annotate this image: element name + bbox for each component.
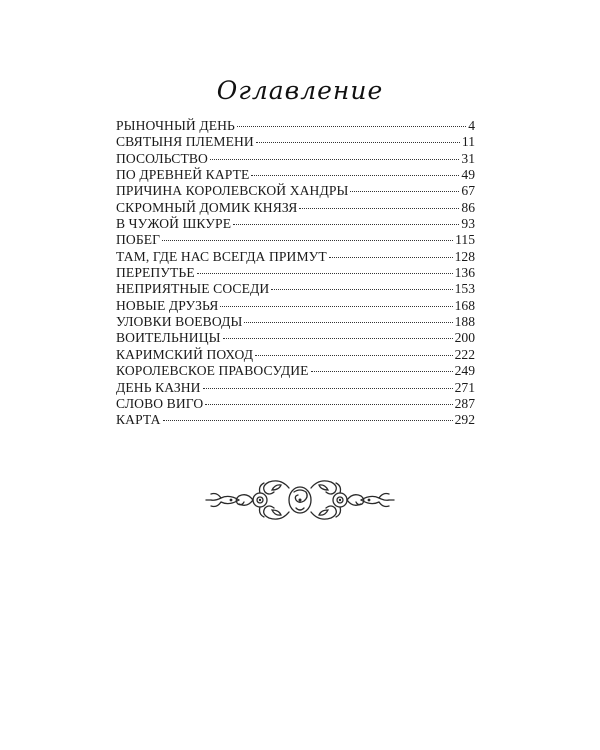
toc-entry (116, 281, 475, 297)
toc-dot-leader (271, 289, 452, 290)
toc-entry (116, 167, 475, 183)
toc-dot-leader (233, 224, 459, 225)
toc-entry-page: 93 (461, 216, 475, 232)
toc-entry-title: ПОСОЛЬСТВО (116, 150, 208, 166)
toc-dot-leader (256, 142, 460, 143)
toc-entry-page: 292 (454, 412, 475, 428)
toc-entry-title: ТАМ, ГДЕ НАС ВСЕГДА ПРИМУТ (116, 248, 327, 264)
toc-dot-leader (244, 322, 452, 323)
toc-entry (116, 200, 475, 216)
toc-dot-leader (205, 404, 452, 405)
toc-entry-page: 115 (455, 232, 475, 248)
toc-dot-leader (223, 338, 453, 339)
toc-entry-title: НЕПРИЯТНЫЕ СОСЕДИ (116, 281, 270, 297)
toc-entry-title: КАРИМСКИЙ ПОХОД (116, 346, 254, 362)
toc-entry-title: ПЕРЕПУТЬЕ (116, 265, 195, 281)
toc-dot-leader (237, 126, 466, 127)
toc-entry-page: 168 (454, 297, 475, 313)
toc-entry (116, 249, 475, 265)
toc-entry-page: 136 (454, 265, 475, 281)
toc-entry-title: СВЯТЫНЯ ПЛЕМЕНИ (116, 134, 254, 150)
toc-entry (116, 298, 475, 314)
toc-dot-leader (255, 355, 452, 356)
toc-entry-title: УЛОВКИ ВОЕВОДЫ (116, 314, 243, 330)
toc-dot-leader (311, 371, 453, 372)
toc-dot-leader (350, 191, 459, 192)
toc-entry-page: 86 (461, 199, 475, 215)
toc-dot-leader (203, 388, 453, 389)
toc-dot-leader (162, 240, 453, 241)
toc-entry-page: 287 (454, 395, 475, 411)
toc-entry-page: 31 (461, 150, 475, 166)
toc-dot-leader (163, 420, 453, 421)
toc-entry-page: 249 (454, 363, 475, 379)
toc-entry-title: ПОБЕГ (116, 232, 161, 248)
toc-entry (116, 232, 475, 248)
toc-entry (116, 314, 475, 330)
toc-entry-title: В ЧУЖОЙ ШКУРЕ (116, 216, 232, 232)
toc-entry (116, 412, 475, 428)
toc-entry (116, 347, 475, 363)
toc-entry-title: НОВЫЕ ДРУЗЬЯ (116, 297, 219, 313)
toc-entry (116, 265, 475, 281)
toc-entry-title: КАРТА (116, 412, 161, 428)
toc-dot-leader (329, 257, 453, 258)
toc-entry-page: 153 (454, 281, 475, 297)
toc-dot-leader (210, 159, 459, 160)
toc-dot-leader (251, 175, 459, 176)
page-title: Оглавление (216, 76, 384, 105)
toc-dot-leader (197, 273, 453, 274)
toc-entry-title: ПРИЧИНА КОРОЛЕВСКОЙ ХАНДРЫ (116, 183, 349, 199)
toc-entry (116, 396, 475, 412)
toc-entry-title: ПО ДРЕВНЕЙ КАРТЕ (116, 167, 250, 183)
toc-entry-page: 67 (461, 183, 475, 199)
toc-entry-title: РЫНОЧНЫЙ ДЕНЬ (116, 118, 235, 133)
toc-entry-page: 222 (454, 346, 475, 362)
toc-entry (116, 380, 475, 396)
toc-dot-leader (220, 306, 452, 307)
toc-entry-title: ДЕНЬ КАЗНИ (116, 379, 201, 395)
toc-entry-page: 4 (468, 118, 475, 133)
toc-entry-page: 271 (454, 379, 475, 395)
toc-entry-title: ВОИТЕЛЬНИЦЫ (116, 330, 221, 346)
toc-entry (116, 118, 475, 134)
toc-entry (116, 151, 475, 167)
table-of-contents (116, 118, 475, 429)
toc-entry-title: СЛОВО ВИГО (116, 395, 204, 411)
toc-entry (116, 183, 475, 199)
toc-entry-page: 49 (461, 167, 475, 183)
toc-entry-page: 11 (461, 134, 475, 150)
toc-entry (116, 216, 475, 232)
toc-entry-page: 200 (454, 330, 475, 346)
toc-entry-title: СКРОМНЫЙ ДОМИК КНЯЗЯ (116, 199, 298, 215)
toc-entry-title: КОРОЛЕВСКОЕ ПРАВОСУДИЕ (116, 363, 309, 379)
toc-entry-page: 188 (454, 314, 475, 330)
toc-entry (116, 363, 475, 379)
toc-dot-leader (299, 208, 459, 209)
toc-entry (116, 134, 475, 150)
toc-entry (116, 330, 475, 346)
toc-entry-page: 128 (454, 248, 475, 264)
floral-vignette-icon (204, 470, 396, 530)
